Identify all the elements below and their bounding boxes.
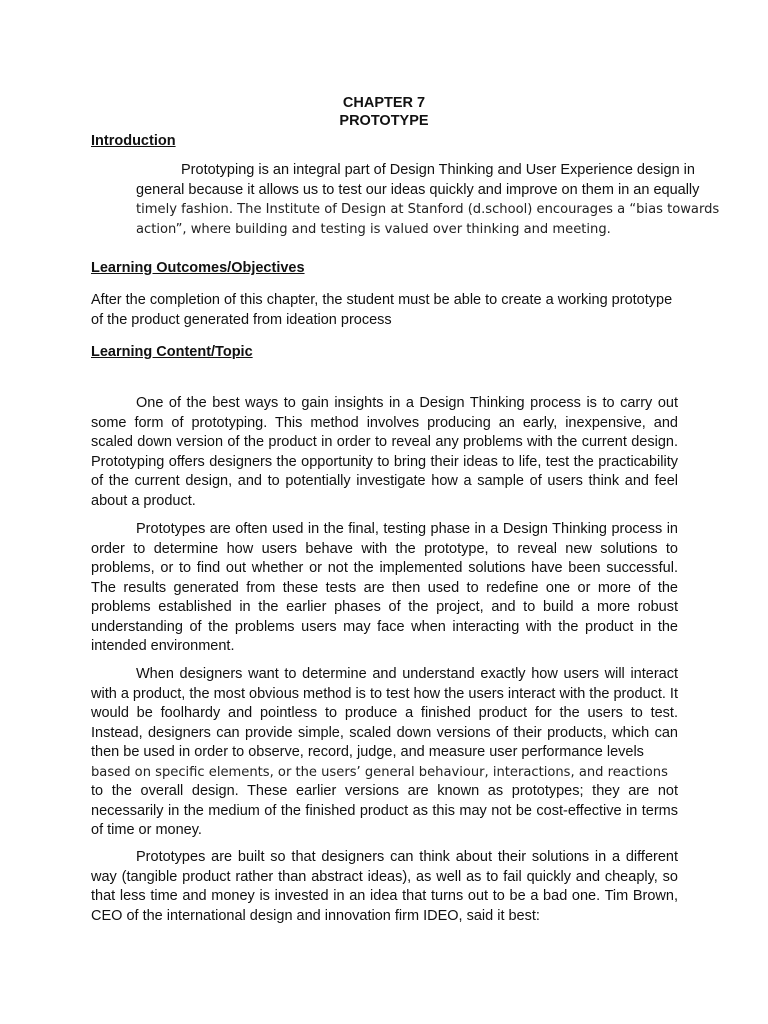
- introduction-line-1: Prototyping is an integral part of Design Thinking and User Experience design in: [181, 162, 695, 178]
- introduction-line-2: general because it allows us to test our ideas quickly and improve on them in an equally: [136, 181, 700, 198]
- content-heading: Learning Content/Topic: [91, 344, 253, 360]
- chapter-label: CHAPTER 7: [342, 95, 426, 111]
- introduction-line-3: timely fashion. The Institute of Design at Stanford (d.school) encourages a “bias towards: [136, 202, 720, 217]
- content-paragraph-2: Prototypes are often used in the final, testing phase in a Design Thinking process in order to determine how users behave with the prototype, to reveal new solutions to problems, or to find out whether or not the implemented solutions have been successful. The results generated from these tests are then used to redefine one or more of the problems established in the earlier phases of the project, and to build a more robust understanding of the problems users may face when interacting with the product in the intended environment.: [91, 521, 678, 654]
- objectives-paragraph: After the completion of this chapter, the student must be able to create a working prototype of the product generated from ideation process: [91, 292, 673, 328]
- chapter-header: [0, 94, 768, 130]
- content-paragraph-1: One of the best ways to gain insights in a Design Thinking process is to carry out some form of prototyping. This method involves producing an early, inexpensive, and scaled down version of the product in order to reveal any problems with the current design. Prototyping offers designers the opportunity to bring their ideas to life, test the practicability of the current design, and to potentially investigate how a sample of users think and feel about a product.: [91, 395, 678, 509]
- chapter-title: PROTOTYPE: [339, 113, 429, 129]
- introduction-paragraph: [91, 161, 720, 239]
- objectives-heading: Learning Outcomes/Objectives: [91, 260, 305, 276]
- introduction-line-4: action”, where building and testing is valued over thinking and meeting.: [136, 221, 611, 237]
- content-paragraph-3-part-3: to the overall design. These earlier versions are known as prototypes; they are not necessarily in the medium of the finished product as this may not be cost-effective in terms of time or money.: [91, 783, 678, 838]
- content-paragraph-3: [91, 665, 678, 841]
- content-paragraph-4: Prototypes are built so that designers can think about their solutions in a different way (tangible product rather than abstract ideas), as well as to fail quickly and cheaply, so that less time and money is invested in an idea that turns out to be a bad one. Tim Brown, CEO of the international design and innovation firm IDEO, said it best:: [91, 849, 678, 924]
- introduction-heading: Introduction: [91, 133, 176, 149]
- content-paragraph-3-part-1: When designers want to determine and understand exactly how users will interact with a product, the most obvious method is to test how the users interact with the product. It would be foolhardy and pointless to produce a finished product for the users to test. Instead, designers can provide simple, scaled down versions of their products, which can then be used in order to observe, record, judge, and measure user performance levels: [91, 666, 678, 760]
- content-paragraph-3-part-2: based on specific elements, or the users’ general behaviour, interactions, and reactions: [91, 764, 668, 780]
